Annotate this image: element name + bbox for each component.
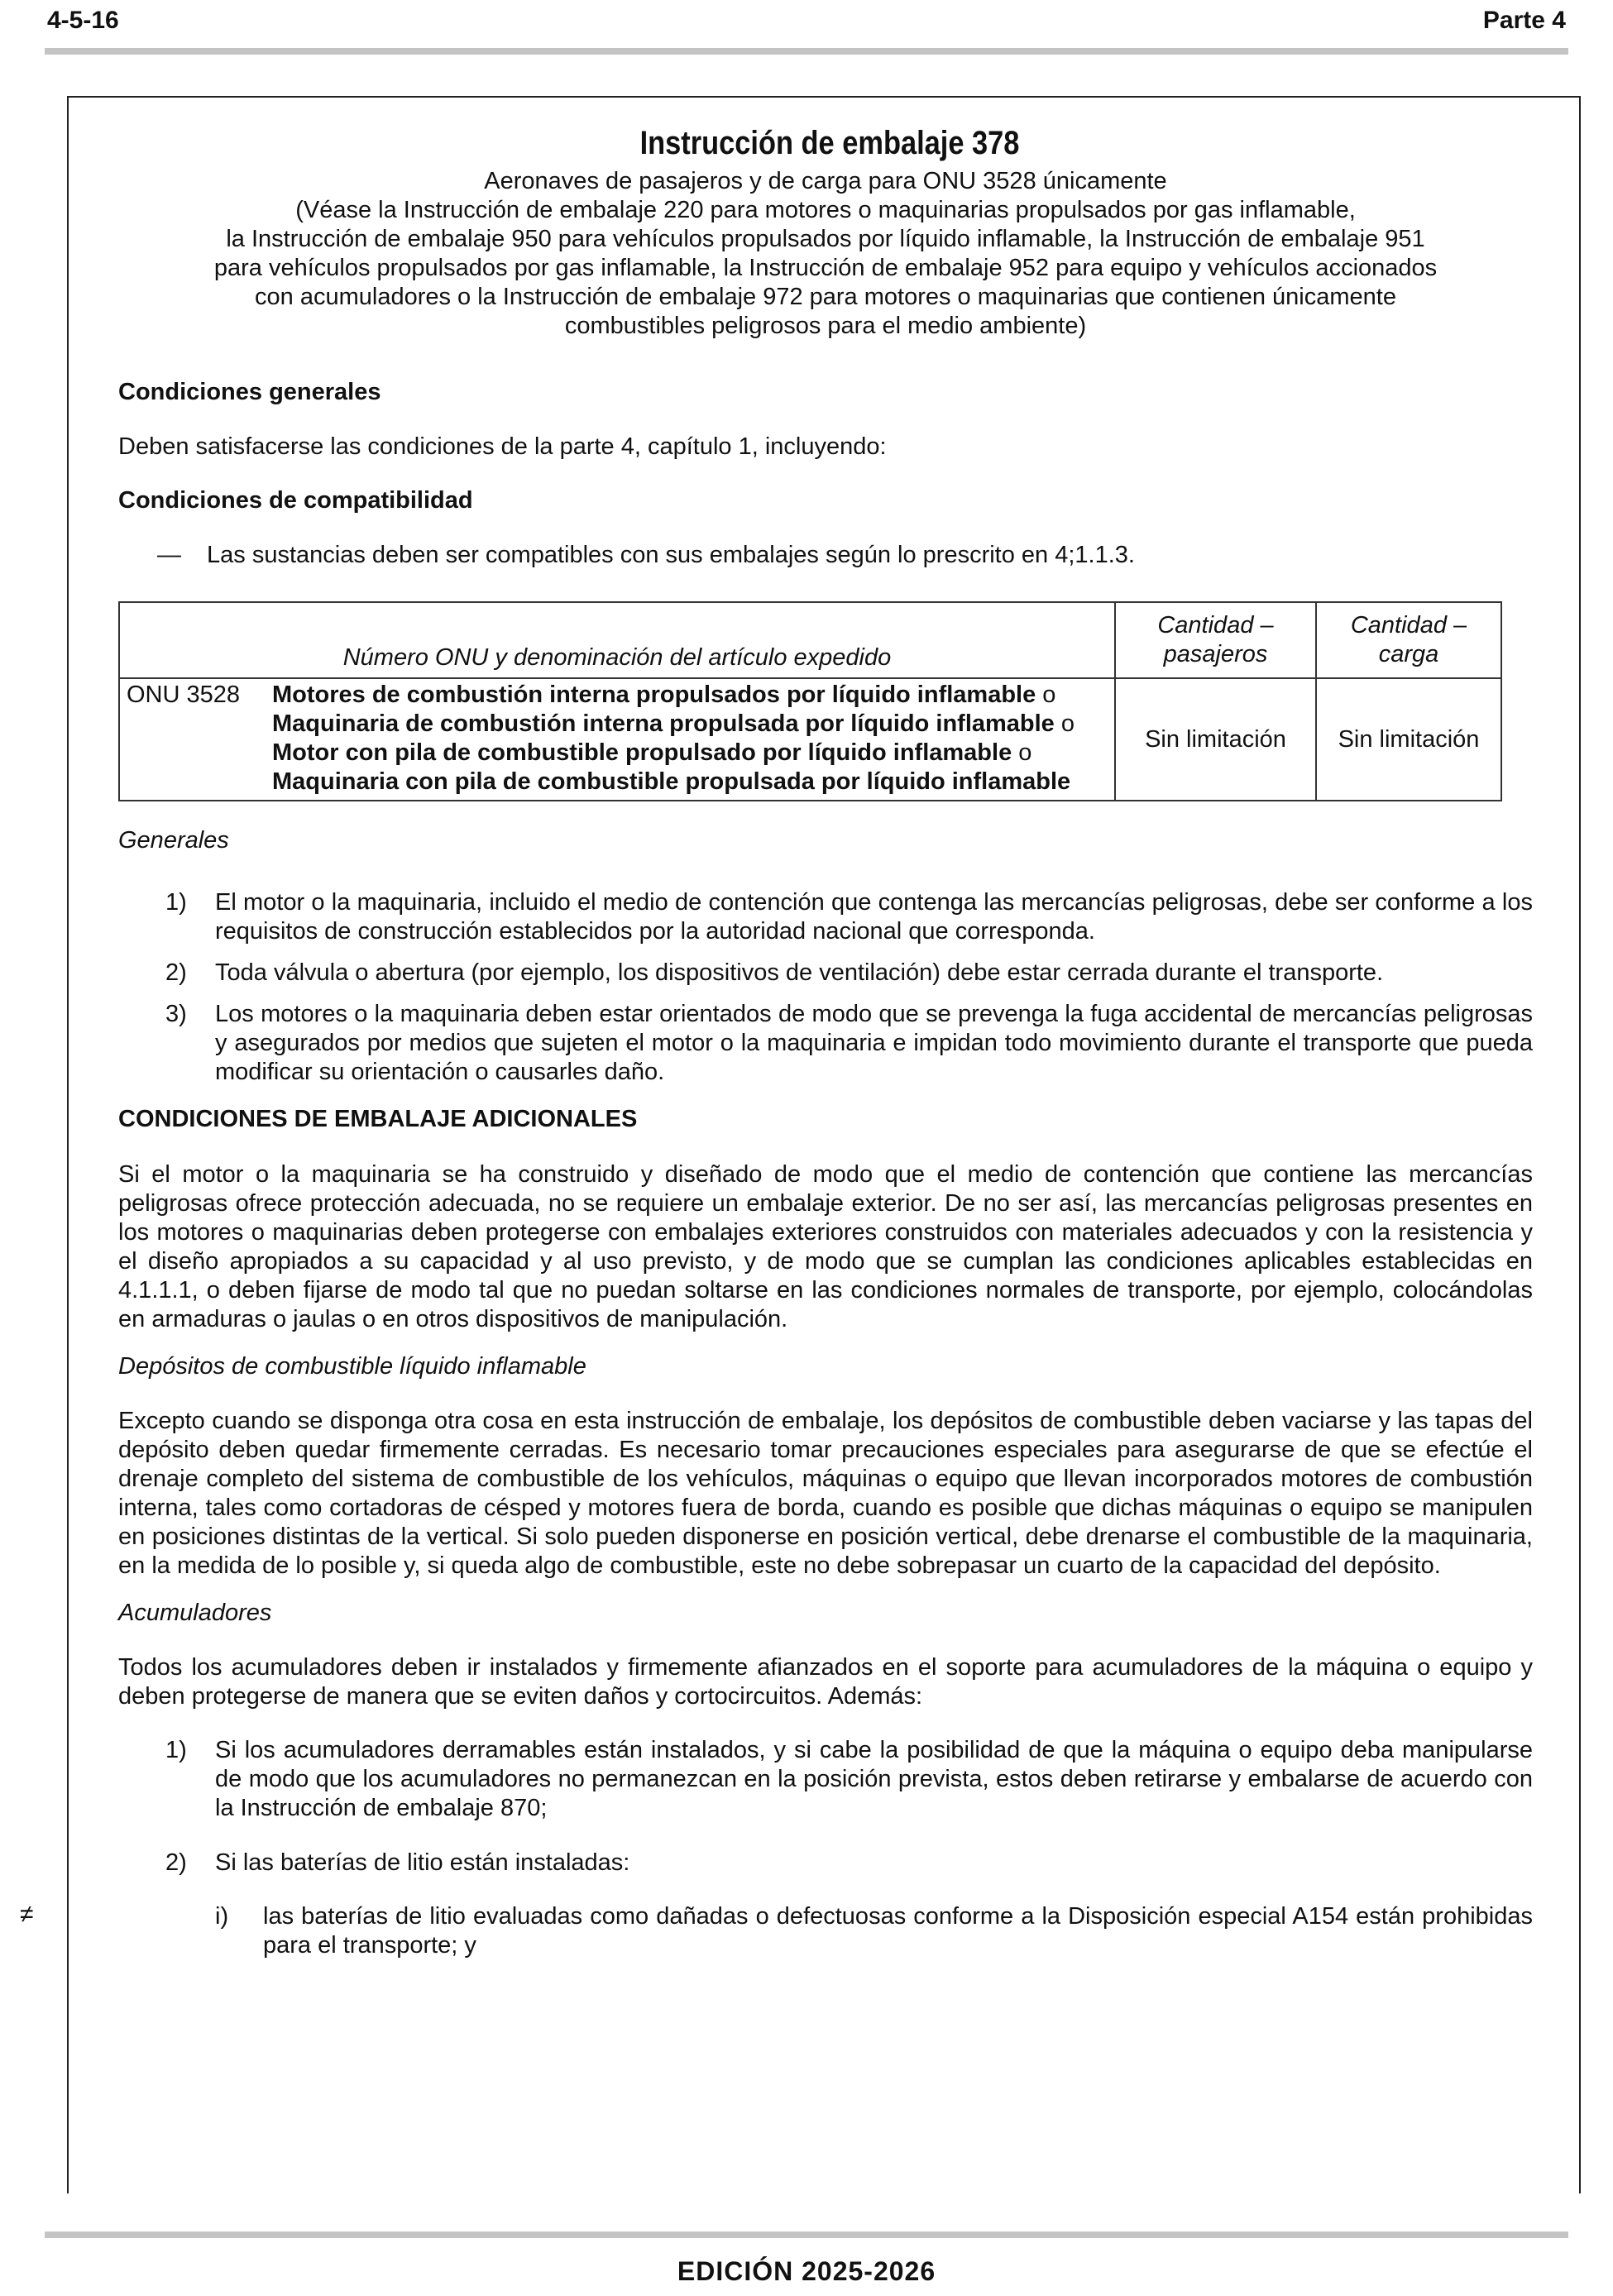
- onu-number: ONU 3528: [127, 682, 241, 708]
- list-number: 3): [165, 1001, 187, 1027]
- article-name-connector: o: [1012, 739, 1032, 766]
- fuel-tank-heading: Depósitos de combustible líquido inflamable: [118, 1353, 586, 1380]
- compat-item: [118, 541, 1533, 570]
- col-header-carga-line: carga: [1378, 641, 1439, 667]
- list-item-text: Los motores o la maquinaria deben estar orientados de modo que se prevenga la fuga accidental de mercancías peligrosas y asegurados por medios que sujeten el motor o la maquinaria e impidan todo movimiento durante el transporte que pueda modificar su orientación o causarles daño.: [215, 1001, 1533, 1085]
- row-article: [119, 678, 1115, 801]
- cell-carga: Sin limitación: [1316, 678, 1501, 801]
- table-row: [119, 678, 1501, 801]
- col-header-carga: [1316, 602, 1501, 678]
- list-item-text: El motor o la maquinaria, incluido el medio de contención que contenga las mercancías peligrosas, debe ser conforme a los requisitos de construcción establecidos por la autoridad nacional que corresponda.: [215, 889, 1533, 945]
- subtitle-line: con acumuladores o la Instrucción de embalaje 972 para motores o maquinarias que contienen únicamente: [255, 284, 1396, 310]
- subtitle-line: Aeronaves de pasajeros y de carga para ONU 3528 únicamente: [484, 168, 1167, 194]
- col-header-pasajeros-line: pasajeros: [1163, 641, 1268, 667]
- subtitle-line: para vehículos propulsados por gas inflamable, la Instrucción de embalaje 952 para equipo y vehículos accionados: [213, 255, 1438, 281]
- sub-list-number: i): [215, 1903, 229, 1930]
- list-item: [118, 1000, 1533, 1087]
- header-rule: [45, 48, 1568, 55]
- footer-rule: [45, 2231, 1568, 2238]
- list-number: 1): [165, 889, 187, 916]
- compat-heading: Condiciones de compatibilidad: [118, 487, 473, 514]
- quantity-table: [118, 601, 1502, 801]
- general-heading: Condiciones generales: [118, 379, 381, 405]
- list-item: [118, 959, 1533, 988]
- page-title: Instrucción de embalaje 378: [639, 125, 1020, 161]
- list-number: 1): [165, 1737, 187, 1763]
- article-name: [272, 681, 1108, 796]
- additional-text: Si el motor o la maquinaria se ha construido y diseñado de modo que el medio de contención que contiene las mercancías peligrosas ofrece protección adecuada, no se requiere un embalaje exterior. De no ser así, las mercancías peligrosas presentes en los motores o maquinarias deben protegerse con embalajes exteriores construidos con materiales adecuados y con la resistencia y el diseño apropiados a su capacidad y al uso previsto, y de modo que se cumplan las condiciones aplicables establecidas en 4.1.1.1, o deben fijarse de modo tal que no puedan soltarse en las condiciones normales de transporte, por ejemplo, colocándolas en armaduras o jaulas o en otros dispositivos de manipulación.: [118, 1161, 1533, 1332]
- general-text: Deben satisfacerse las condiciones de la parte 4, capítulo 1, incluyendo:: [118, 433, 887, 460]
- article-name-segment: Maquinaria de combustión interna propulsada por líquido inflamable: [272, 710, 1055, 737]
- sub-list-item-text: las baterías de litio evaluadas como dañadas o defectuosas conforme a la Disposición especial A154 están prohibidas para el transporte; y: [263, 1903, 1533, 1959]
- table-header-row: [119, 602, 1501, 678]
- article-name-connector: o: [1054, 710, 1075, 737]
- list-item-text: Si las baterías de litio están instaladas:: [215, 1849, 630, 1876]
- footer-edition: EDICIÓN 2025-2026: [677, 2256, 936, 2286]
- cell-pasajeros: Sin limitación: [1115, 678, 1316, 801]
- compat-item-text: Las sustancias deben ser compatibles con sus embalajes según lo prescrito en 4;1.1.3.: [207, 542, 1135, 568]
- change-mark: ≠: [20, 1901, 34, 1928]
- subtitle: [118, 167, 1533, 341]
- col-header-pasajeros-line: Cantidad –: [1157, 612, 1274, 639]
- header-part-label: Parte 4: [1482, 7, 1566, 34]
- article-name-connector: o: [1036, 682, 1056, 708]
- col-header-carga-line: Cantidad –: [1350, 612, 1467, 639]
- list-item-text: Toda válvula o abertura (por ejemplo, los dispositivos de ventilación) debe estar cerrada durante el transporte.: [215, 959, 1384, 986]
- col-header-pasajeros: [1115, 602, 1316, 678]
- list-item-text: Si los acumuladores derramables están instalados, y si cabe la posibilidad de que la máquina o equipo deba manipularse de modo que los acumuladores no permanezcan en la posición prevista, estos deben retirarse y embalarse de acuerdo con la Instrucción de embalaje 870;: [215, 1737, 1533, 1821]
- subtitle-line: combustibles peligrosos para el medio ambiente): [564, 313, 1087, 339]
- list-item: [118, 888, 1533, 946]
- sub-list-item: [118, 1902, 1533, 1960]
- list-item: [118, 1849, 1533, 1877]
- subtitle-line: (Véase la Instrucción de embalaje 220 para motores o maquinarias propulsados por gas inflamable,: [295, 197, 1356, 223]
- additional-heading: CONDICIONES DE EMBALAJE ADICIONALES: [118, 1106, 638, 1132]
- list-number: 2): [165, 959, 187, 986]
- article-name-segment: Maquinaria con pila de combustible propulsada por líquido inflamable: [272, 768, 1071, 795]
- subtitle-line: la Instrucción de embalaje 950 para vehículos propulsados por líquido inflamable, la Instrucción de embalaje 951: [226, 226, 1425, 252]
- article-name-segment: Motor con pila de combustible propulsado por líquido inflamable: [272, 739, 1012, 766]
- article-name-segment: Motores de combustión interna propulsados por líquido inflamable: [272, 682, 1036, 708]
- generales-heading: Generales: [118, 827, 229, 854]
- dash-bullet: —: [157, 542, 181, 568]
- list-item: [118, 1736, 1533, 1823]
- header-section-number: 4-5-16: [47, 7, 119, 34]
- batteries-heading: Acumuladores: [118, 1600, 272, 1626]
- col-header-name: Número ONU y denominación del artículo expedido: [119, 602, 1115, 678]
- fuel-tank-text: Excepto cuando se disponga otra cosa en esta instrucción de embalaje, los depósitos de combustible deben vaciarse y las tapas del depósito deben quedar firmemente cerradas. Es necesario tomar precauciones especiales para asegurarse de que se efectúe el drenaje completo del sistema de combustible de los vehículos, máquinas o equipo que llevan incorporados motores de combustión interna, tales como cortadoras de césped y motores fuera de borda, cuando es posible que dichas máquinas o equipo se manipulen en posiciones distintas de la vertical. Si solo pueden disponerse en posición vertical, debe drenarse el combustible de la maquinaria, en la medida de lo posible y, si queda algo de combustible, este no debe sobrepasar un cuarto de la capacidad del depósito.: [118, 1408, 1533, 1579]
- page-content: [118, 122, 1533, 1960]
- list-number: 2): [165, 1849, 187, 1876]
- batteries-text: Todos los acumuladores deben ir instalados y firmemente afianzados en el soporte para acumuladores de la máquina o equipo y deben protegerse de manera que se eviten daños y cortocircuitos. Además:: [118, 1654, 1533, 1710]
